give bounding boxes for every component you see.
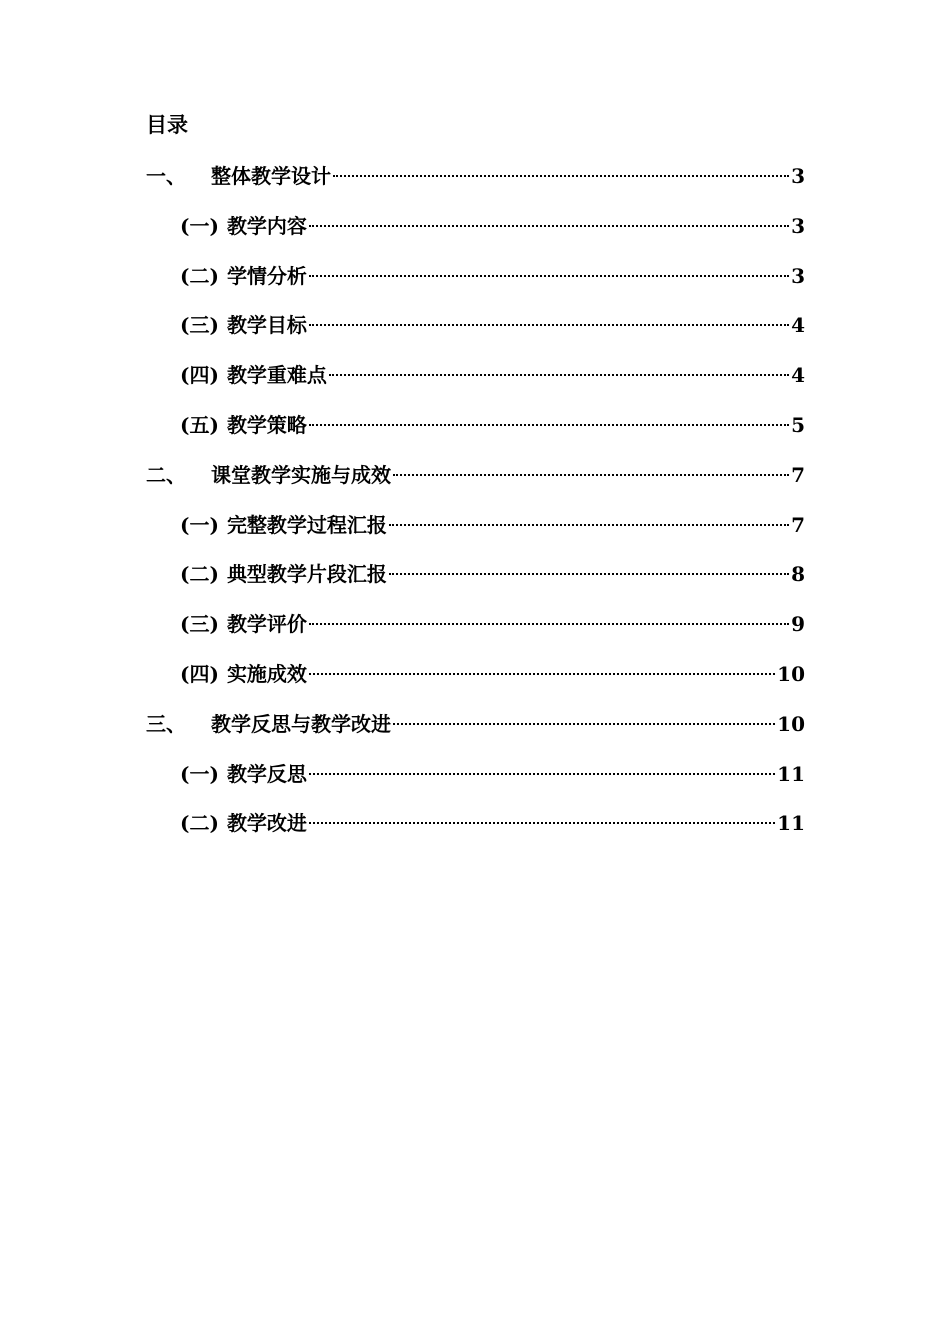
toc-title: 目录 — [146, 112, 188, 137]
toc-entry-label: 课堂教学实施与成效 — [211, 462, 391, 487]
toc-entry-page-number: 4 — [791, 363, 805, 388]
toc-dot-leader — [309, 623, 789, 625]
toc-dot-leader — [333, 175, 789, 177]
toc-entry-label: 教学反思 — [226, 761, 307, 786]
toc-entry-number: 二、 — [146, 462, 186, 487]
toc-entry-chapter[interactable] — [0, 459, 950, 491]
toc-entry-section[interactable] — [0, 309, 950, 341]
toc-entry-page-number: 11 — [777, 761, 805, 786]
toc-dot-leader — [329, 374, 789, 376]
toc-entry-number: (二) — [180, 562, 219, 587]
toc-entry-label: 教学改进 — [226, 811, 307, 836]
toc-entry-number: (一) — [180, 761, 219, 786]
toc-entry-number: 一、 — [146, 164, 186, 188]
toc-entry-label: 教学评价 — [226, 612, 307, 637]
toc-entry-section[interactable] — [0, 509, 950, 541]
toc-entry-section[interactable] — [0, 658, 950, 690]
toc-entry-page-number: 4 — [791, 313, 805, 338]
toc-entry-label: 教学反思与教学改进 — [211, 711, 391, 736]
toc-entry-number: (四) — [180, 662, 219, 686]
toc-dot-leader — [309, 225, 789, 227]
toc-dot-leader — [309, 673, 775, 675]
toc-entry-label: 完整教学过程汇报 — [226, 512, 387, 537]
toc-entry-section[interactable] — [0, 210, 950, 242]
toc-entry-chapter[interactable] — [0, 708, 950, 740]
toc-entry-page-number: 3 — [791, 263, 805, 288]
toc-dot-leader — [389, 573, 789, 575]
toc-entry-number: (二) — [180, 811, 219, 836]
toc-dot-leader — [309, 822, 775, 824]
toc-entry-page-number: 7 — [791, 512, 805, 537]
toc-dot-leader — [393, 474, 789, 476]
toc-entry-number: 三、 — [146, 711, 186, 736]
toc-entry-label: 实施成效 — [226, 662, 307, 686]
toc-entry-label: 教学内容 — [226, 213, 307, 238]
toc-entry-page-number: 5 — [791, 413, 805, 437]
toc-entry-label: 教学目标 — [226, 313, 307, 338]
toc-entry-section[interactable] — [0, 359, 950, 391]
toc-entry-label: 教学重难点 — [226, 363, 327, 388]
toc-entry-label: 典型教学片段汇报 — [226, 562, 387, 587]
toc-entry-label: 教学策略 — [226, 413, 307, 437]
toc-entry-chapter[interactable] — [0, 160, 950, 192]
toc-entry-number: (五) — [180, 413, 219, 437]
toc-dot-leader — [309, 324, 789, 326]
toc-entry-number: (一) — [180, 512, 219, 537]
toc-entry-section[interactable] — [0, 260, 950, 292]
toc-entry-number: (四) — [180, 363, 219, 388]
toc-entry-page-number: 10 — [777, 711, 805, 736]
toc-entry-page-number: 7 — [791, 462, 805, 487]
toc-dot-leader — [309, 773, 775, 775]
toc-entry-number: (一) — [180, 213, 219, 238]
toc-entry-page-number: 3 — [791, 213, 805, 238]
toc-entry-section[interactable] — [0, 758, 950, 790]
toc-entry-label: 整体教学设计 — [211, 164, 331, 188]
toc-entry-section[interactable] — [0, 409, 950, 441]
toc-entry-section[interactable] — [0, 558, 950, 590]
toc-entry-label: 学情分析 — [226, 263, 307, 288]
toc-entry-number: (三) — [180, 313, 219, 338]
toc-entry-number: (三) — [180, 612, 219, 637]
toc-dot-leader — [389, 524, 789, 526]
toc-entry-section[interactable] — [0, 807, 950, 839]
toc-entry-section[interactable] — [0, 608, 950, 640]
toc-entry-page-number: 8 — [791, 562, 805, 587]
toc-entry-page-number: 3 — [791, 164, 805, 188]
toc-entry-number: (二) — [180, 263, 219, 288]
toc-dot-leader — [393, 723, 775, 725]
toc-dot-leader — [309, 275, 789, 277]
toc-entry-page-number: 11 — [777, 811, 805, 836]
toc-entry-page-number: 9 — [791, 612, 805, 637]
toc-entry-page-number: 10 — [777, 662, 805, 686]
toc-dot-leader — [309, 424, 789, 426]
